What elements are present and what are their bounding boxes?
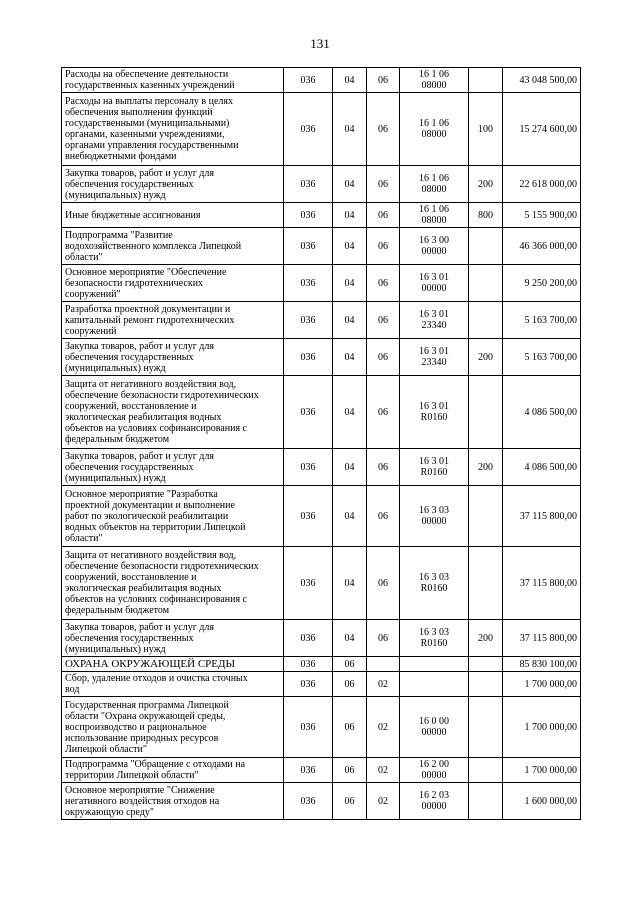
row-subsection-code: 06 (367, 486, 400, 547)
row-name: Основное мероприятие "Снижение негативного воздействия отходов на окружающую среду" (62, 783, 284, 820)
table-row (62, 203, 581, 228)
row-expense-type: 200 (469, 449, 503, 486)
row-amount: 1 600 000,00 (503, 783, 581, 820)
row-amount: 5 163 700,00 (503, 339, 581, 376)
row-expense-type (469, 68, 503, 93)
row-subsection-code: 06 (367, 68, 400, 93)
table-row (62, 620, 581, 657)
row-admin-code: 036 (284, 758, 333, 783)
table-row (62, 697, 581, 758)
row-target-article: 16 3 03 R0160 (400, 620, 469, 657)
row-target-article: 16 2 03 00000 (400, 783, 469, 820)
row-target-article: 16 1 06 08000 (400, 68, 469, 93)
row-expense-type (469, 758, 503, 783)
row-target-article: 16 3 00 00000 (400, 228, 469, 265)
row-name: Основное мероприятие "Разработка проектной документации и выполнение работ по экологической реабилитации водных объектов на территории Липецкой области" (62, 486, 284, 547)
row-expense-type: 200 (469, 166, 503, 203)
row-name: Подпрограмма "Развитие водохозяйственного комплекса Липецкой области" (62, 228, 284, 265)
row-subsection-code: 06 (367, 265, 400, 302)
row-admin-code: 036 (284, 376, 333, 449)
row-amount: 1 700 000,00 (503, 697, 581, 758)
row-name: Расходы на обеспечение деятельности государственных казенных учреждений (62, 68, 284, 93)
row-target-article (400, 657, 469, 672)
row-expense-type: 200 (469, 339, 503, 376)
table-row (62, 486, 581, 547)
table-row (62, 228, 581, 265)
row-amount: 5 163 700,00 (503, 302, 581, 339)
row-subsection-code (367, 657, 400, 672)
row-subsection-code: 06 (367, 620, 400, 657)
row-expense-type (469, 697, 503, 758)
row-target-article: 16 3 01 00000 (400, 265, 469, 302)
row-name: Защита от негативного воздействия вод, обеспечение безопасности гидротехнических сооружений, восстановление и экологическая реабилитация водных объектов на условиях софинансирования с федеральным бюджетом (62, 376, 284, 449)
table-row (62, 265, 581, 302)
row-admin-code: 036 (284, 449, 333, 486)
row-admin-code: 036 (284, 68, 333, 93)
row-amount: 43 048 500,00 (503, 68, 581, 93)
row-admin-code: 036 (284, 166, 333, 203)
row-target-article: 16 3 03 R0160 (400, 547, 469, 620)
row-target-article: 16 3 01 23340 (400, 339, 469, 376)
row-amount: 37 115 800,00 (503, 547, 581, 620)
row-name: Основное мероприятие "Обеспечение безопасности гидротехнических сооружений" (62, 265, 284, 302)
row-admin-code: 036 (284, 547, 333, 620)
row-subsection-code: 02 (367, 672, 400, 697)
table-row (62, 657, 581, 672)
row-expense-type (469, 265, 503, 302)
row-target-article: 16 3 01 23340 (400, 302, 469, 339)
row-expense-type: 100 (469, 93, 503, 166)
row-subsection-code: 06 (367, 93, 400, 166)
row-name: Сбор, удаление отходов и очистка сточных вод (62, 672, 284, 697)
row-expense-type (469, 783, 503, 820)
row-section-code: 04 (333, 166, 367, 203)
row-section-code: 04 (333, 620, 367, 657)
row-section-code: 04 (333, 228, 367, 265)
row-section-code: 04 (333, 339, 367, 376)
row-admin-code: 036 (284, 620, 333, 657)
row-subsection-code: 06 (367, 166, 400, 203)
table-row (62, 302, 581, 339)
page-number: 131 (310, 36, 330, 51)
row-subsection-code: 06 (367, 376, 400, 449)
row-amount: 9 250 200,00 (503, 265, 581, 302)
row-admin-code: 036 (284, 203, 333, 228)
row-section-code: 06 (333, 783, 367, 820)
table-row (62, 758, 581, 783)
budget-table (61, 67, 581, 820)
row-section-code: 04 (333, 376, 367, 449)
row-subsection-code: 06 (367, 339, 400, 376)
row-name: ОХРАНА ОКРУЖАЮЩЕЙ СРЕДЫ (62, 657, 284, 672)
row-admin-code: 036 (284, 672, 333, 697)
row-target-article: 16 3 01 R0160 (400, 449, 469, 486)
table-row (62, 166, 581, 203)
row-admin-code: 036 (284, 228, 333, 265)
row-section-code: 04 (333, 449, 367, 486)
row-admin-code: 036 (284, 93, 333, 166)
row-section-code: 04 (333, 547, 367, 620)
row-target-article: 16 2 00 00000 (400, 758, 469, 783)
row-amount: 46 366 000,00 (503, 228, 581, 265)
row-name: Закупка товаров, работ и услуг для обеспечения государственных (муниципальных) нужд (62, 449, 284, 486)
table-body (62, 68, 581, 820)
row-admin-code: 036 (284, 302, 333, 339)
row-amount: 37 115 800,00 (503, 620, 581, 657)
row-subsection-code: 06 (367, 449, 400, 486)
row-admin-code: 036 (284, 783, 333, 820)
row-admin-code: 036 (284, 486, 333, 547)
row-target-article: 16 0 00 00000 (400, 697, 469, 758)
row-section-code: 04 (333, 68, 367, 93)
row-admin-code: 036 (284, 265, 333, 302)
row-section-code: 04 (333, 486, 367, 547)
row-name: Закупка товаров, работ и услуг для обеспечения государственных (муниципальных) нужд (62, 339, 284, 376)
row-amount: 85 830 100,00 (503, 657, 581, 672)
row-subsection-code: 02 (367, 783, 400, 820)
row-section-code: 06 (333, 657, 367, 672)
row-subsection-code: 06 (367, 302, 400, 339)
row-amount: 37 115 800,00 (503, 486, 581, 547)
row-expense-type (469, 486, 503, 547)
row-name: Расходы на выплаты персоналу в целях обеспечения выполнения функций государственными (муниципальными) органами, казенными учреждениями, органами управления государственными внебюджетными фондами (62, 93, 284, 166)
table-row (62, 376, 581, 449)
row-section-code: 04 (333, 265, 367, 302)
row-subsection-code: 06 (367, 547, 400, 620)
row-expense-type (469, 376, 503, 449)
row-name: Закупка товаров, работ и услуг для обеспечения государственных (муниципальных) нужд (62, 166, 284, 203)
table-row (62, 547, 581, 620)
row-expense-type: 800 (469, 203, 503, 228)
row-section-code: 06 (333, 672, 367, 697)
row-amount: 22 618 000,00 (503, 166, 581, 203)
row-section-code: 06 (333, 758, 367, 783)
row-name: Защита от негативного воздействия вод, обеспечение безопасности гидротехнических сооружений, восстановление и экологическая реабилитация водных объектов на условиях софинансирования с федеральным бюджетом (62, 547, 284, 620)
table-row (62, 672, 581, 697)
table-row (62, 449, 581, 486)
row-section-code: 04 (333, 302, 367, 339)
row-amount: 5 155 900,00 (503, 203, 581, 228)
row-expense-type: 200 (469, 620, 503, 657)
table-row (62, 68, 581, 93)
row-name: Подпрограмма "Обращение с отходами на территории Липецкой области" (62, 758, 284, 783)
row-admin-code: 036 (284, 339, 333, 376)
row-name: Государственная программа Липецкой области "Охрана окружающей среды, воспроизводство и рациональное использование природных ресурсов Липецкой области" (62, 697, 284, 758)
row-target-article: 16 1 06 08000 (400, 93, 469, 166)
row-section-code: 06 (333, 697, 367, 758)
row-name: Закупка товаров, работ и услуг для обеспечения государственных (муниципальных) нужд (62, 620, 284, 657)
row-target-article: 16 3 03 00000 (400, 486, 469, 547)
row-admin-code: 036 (284, 697, 333, 758)
row-expense-type (469, 547, 503, 620)
table-row (62, 339, 581, 376)
row-subsection-code: 06 (367, 203, 400, 228)
row-target-article: 16 1 06 08000 (400, 203, 469, 228)
row-expense-type (469, 672, 503, 697)
row-expense-type (469, 657, 503, 672)
row-subsection-code: 06 (367, 228, 400, 265)
row-name: Разработка проектной документации и капитальный ремонт гидротехнических сооружений (62, 302, 284, 339)
row-target-article (400, 672, 469, 697)
table-row (62, 783, 581, 820)
row-amount: 4 086 500,00 (503, 376, 581, 449)
row-expense-type (469, 228, 503, 265)
row-section-code: 04 (333, 203, 367, 228)
row-admin-code: 036 (284, 657, 333, 672)
row-amount: 1 700 000,00 (503, 758, 581, 783)
row-name: Иные бюджетные ассигнования (62, 203, 284, 228)
row-expense-type (469, 302, 503, 339)
table-row (62, 93, 581, 166)
row-subsection-code: 02 (367, 697, 400, 758)
row-section-code: 04 (333, 93, 367, 166)
row-amount: 15 274 600,00 (503, 93, 581, 166)
row-target-article: 16 3 01 R0160 (400, 376, 469, 449)
row-amount: 1 700 000,00 (503, 672, 581, 697)
row-amount: 4 086 500,00 (503, 449, 581, 486)
row-target-article: 16 1 06 08000 (400, 166, 469, 203)
row-subsection-code: 02 (367, 758, 400, 783)
